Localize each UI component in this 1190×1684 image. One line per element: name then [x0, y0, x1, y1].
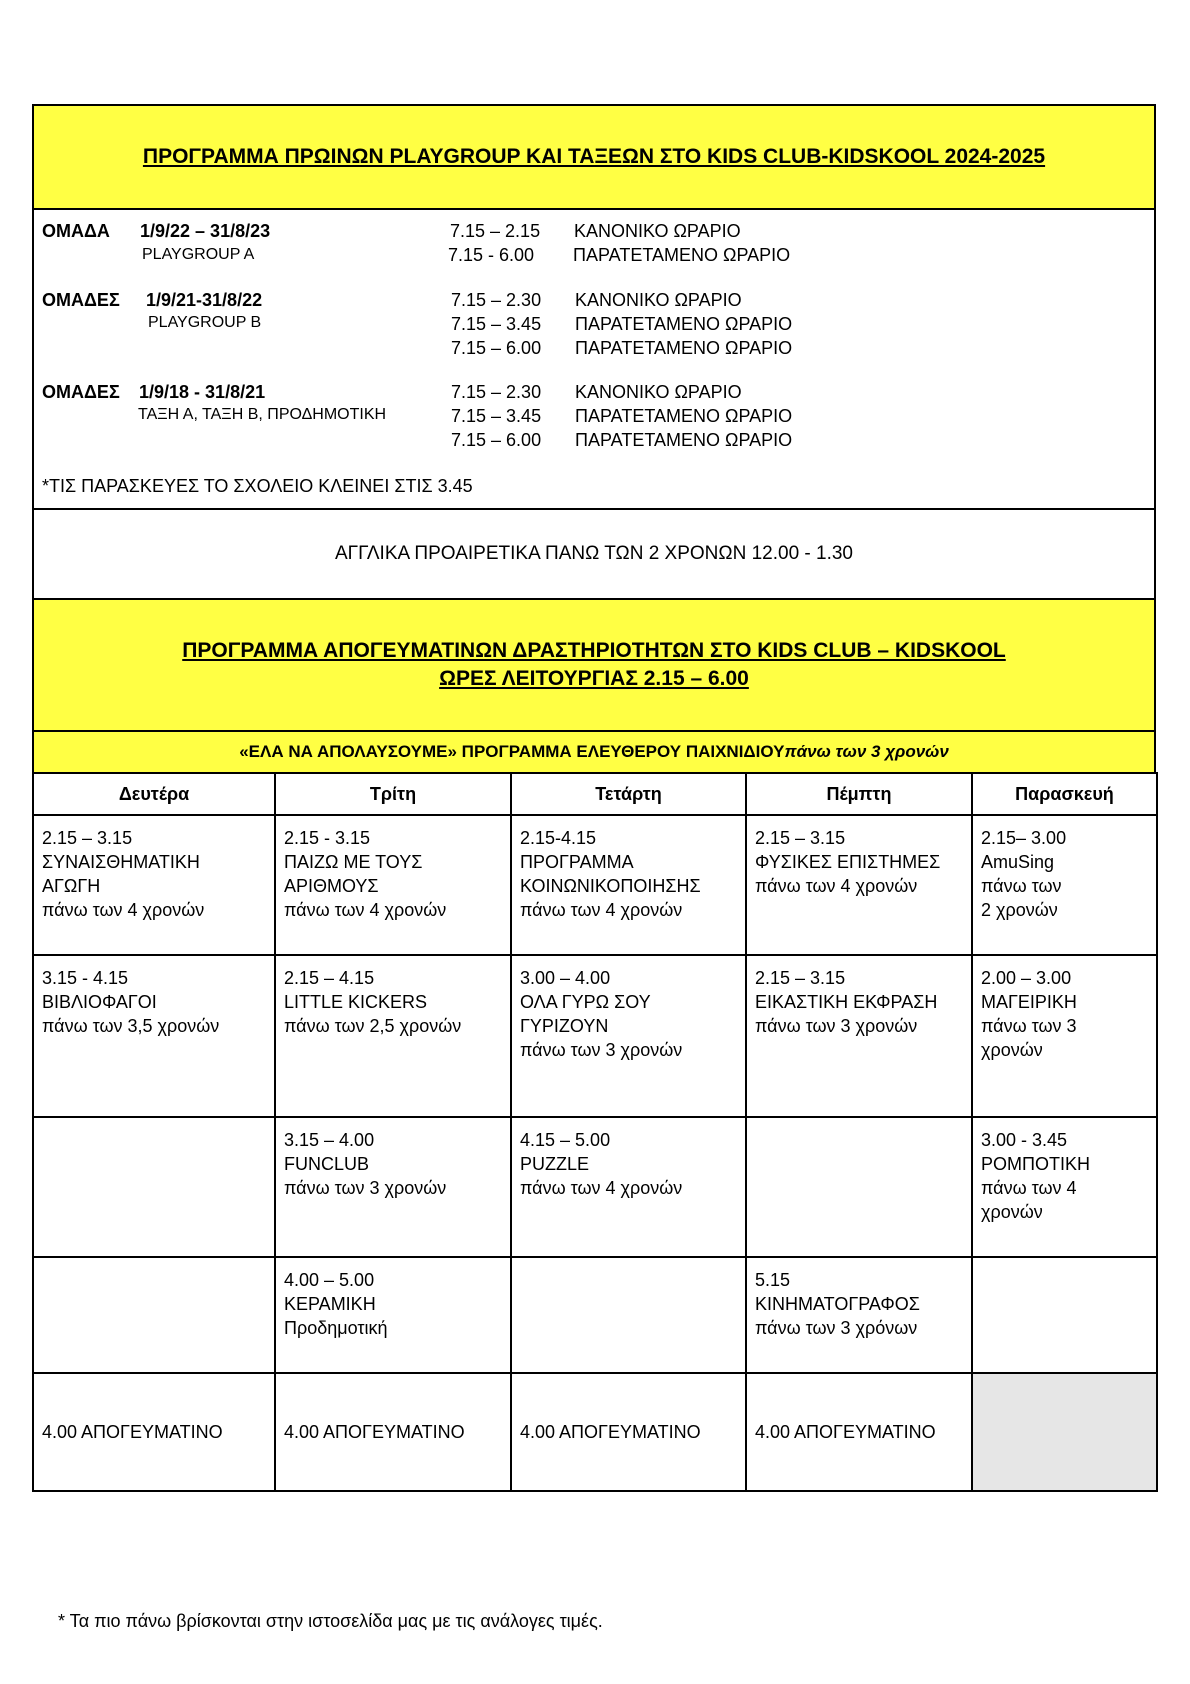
afternoon-title-line-1: ΠΡΟΓΡΑΜΜΑ ΑΠΟΓΕΥΜΑΤΙΝΩΝ ΔΡΑΣΤΗΡΙΟΤΗΤΩΝ ΣΤΟ KIDS CLUB – KIDSKOOL: [182, 639, 1006, 662]
free-play-banner: [32, 730, 1156, 772]
activity-text: 5.15 ΚΙΝΗΜΑΤΟΓΡΑΦΟΣ πάνω των 3 χρόνων: [755, 1270, 920, 1338]
afternoon-title-line-2: ΩΡΕΣ ΛΕΙΤΟΥΡΓΙΑΣ 2.15 – 6.00: [439, 667, 749, 690]
day-header-friday: Παρασκευή: [972, 773, 1157, 815]
activity-text: 3.15 – 4.00 FUNCLUB πάνω των 3 χρονών: [284, 1130, 447, 1198]
activity-cell: [275, 955, 511, 1117]
activity-cell: [746, 955, 972, 1117]
slot-time: 7.15 – 6.00: [451, 338, 542, 358]
slot-desc: ΠΑΡΑΤΕΤΑΜΕΝΟ ΩΡΑΡΙΟ: [575, 430, 793, 450]
day-header-thursday: Πέμπτη: [746, 773, 972, 815]
activity-text: 4.00 ΑΠΟΓΕΥΜΑΤΙΝΟ: [42, 1422, 223, 1442]
activity-text: [747, 1118, 971, 1128]
activity-text: 3.15 - 4.15 ΒΙΒΛΙΟΦΑΓΟΙ πάνω των 3,5 χρονών: [42, 968, 220, 1036]
activity-cell: [33, 1257, 275, 1373]
activity-text: 2.15 – 3.15 ΣΥΝΑΙΣΘΗΜΑΤΙΚΗ ΑΓΩΓΗ πάνω των 4 χρονών: [42, 828, 205, 920]
activity-text: 4.00 ΑΠΟΓΕΥΜΑΤΙΝΟ: [520, 1422, 701, 1442]
activity-cell: [511, 1373, 746, 1491]
activity-text: 2.15-4.15 ΠΡΟΓΡΑΜΜΑ ΚΟΙΝΩΝΙΚΟΠΟΙΗΣΗΣ πάνω των 4 χρονών: [520, 828, 701, 920]
activity-text: 3.00 – 4.00 ΟΛΑ ΓΥΡΩ ΣΟΥ ΓΥΡΙΖΟΥΝ πάνω των 3 χρονών: [520, 968, 683, 1060]
english-note-row: [32, 508, 1156, 598]
table-row: [33, 1257, 1157, 1373]
slot-desc: ΚΑΝΟΝΙΚΟ ΩΡΑΡΙΟ: [575, 290, 742, 310]
friday-note: *ΤΙΣ ΠΑΡΑΣΚΕΥΕΣ ΤΟ ΣΧΟΛΕΙΟ ΚΛΕΙΝΕΙ ΣΤΙΣ 3.45: [42, 476, 473, 496]
activity-text: 3.00 - 3.45 ΡΟΜΠΟΤΙΚΗ πάνω των 4 χρονών: [981, 1130, 1091, 1222]
slot-desc: ΠΑΡΑΤΕΤΑΜΕΝΟ ΩΡΑΡΙΟ: [573, 245, 791, 265]
activity-cell: [746, 1373, 972, 1491]
group-label: ΟΜΑΔΕΣ: [42, 382, 120, 402]
table-row: [33, 955, 1157, 1117]
activity-cell: [33, 815, 275, 955]
activity-cell: [972, 1257, 1157, 1373]
activity-cell: [746, 1117, 972, 1257]
table-row: [33, 1117, 1157, 1257]
activity-text: 2.15– 3.00 AmuSing πάνω των 2 χρονών: [981, 828, 1067, 920]
slot-time: 7.15 - 6.00: [448, 245, 535, 265]
day-header-wednesday: Τετάρτη: [511, 773, 746, 815]
slot-desc: ΚΑΝΟΝΙΚΟ ΩΡΑΡΙΟ: [574, 221, 741, 241]
table-row: [33, 1373, 1157, 1491]
morning-title: ΠΡΟΓΡΑΜΜΑ ΠΡΩΙΝΩΝ PLAYGROUP ΚΑΙ ΤΑΞΕΩΝ ΣΤΟ KIDS CLUB-KIDSKOOL 2024-2025: [142, 145, 1046, 168]
activity-text: 2.15 – 4.15 LITTLE KICKERS πάνω των 2,5 χρονών: [284, 968, 462, 1036]
slot-time: 7.15 – 2.30: [451, 290, 542, 310]
group-dates: 1/9/18 - 31/8/21: [139, 382, 266, 402]
activity-text: [34, 1258, 274, 1268]
activity-cell: [275, 1117, 511, 1257]
activity-cell: [33, 1373, 275, 1491]
activity-cell: [511, 955, 746, 1117]
activity-text: 2.00 – 3.00 ΜΑΓΕΙΡΙΚΗ πάνω των 3 χρονών: [981, 968, 1077, 1060]
activity-cell: [511, 1117, 746, 1257]
slot-desc: ΠΑΡΑΤΕΤΑΜΕΝΟ ΩΡΑΡΙΟ: [575, 338, 793, 358]
group-name: PLAYGROUP A: [142, 246, 255, 263]
activity-text: 4.00 ΑΠΟΓΕΥΜΑΤΙΝΟ: [284, 1422, 465, 1442]
activity-text: 4.00 ΑΠΟΓΕΥΜΑΤΙΝΟ: [755, 1422, 936, 1442]
free-play-age: πάνω των 3 χρονών: [784, 742, 949, 761]
activity-text: [34, 1118, 274, 1128]
group-label: ΟΜΑΔΑ: [42, 221, 110, 241]
activity-cell: [33, 1117, 275, 1257]
free-play-title: «ΕΛΑ ΝΑ ΑΠΟΛΑΥΣΟΥΜΕ» ΠΡΟΓΡΑΜΜΑ ΕΛΕΥΘΕΡΟΥ ΠΑΙΧΝΙΔΙΟΥ: [239, 742, 785, 761]
activity-text: 2.15 – 3.15 ΕΙΚΑΣΤΙΚΗ ΕΚΦΡΑΣΗ πάνω των 3 χρονών: [755, 968, 938, 1036]
activity-cell: [275, 1373, 511, 1491]
table-row: [33, 815, 1157, 955]
empty-shaded-cell: [972, 1373, 1157, 1491]
activity-cell: [511, 815, 746, 955]
activity-cell: [33, 955, 275, 1117]
slot-time: 7.15 – 6.00: [451, 430, 542, 450]
slot-desc: ΚΑΝΟΝΙΚΟ ΩΡΑΡΙΟ: [575, 382, 742, 402]
footnote: * Τα πιο πάνω βρίσκονται στην ιστοσελίδα μας με τις ανάλογες τιμές.: [58, 1611, 603, 1631]
activity-cell: [746, 815, 972, 955]
activity-cell: [972, 815, 1157, 955]
activity-text: [973, 1258, 1156, 1268]
activity-cell: [275, 815, 511, 955]
slot-desc: ΠΑΡΑΤΕΤΑΜΕΝΟ ΩΡΑΡΙΟ: [575, 406, 793, 426]
activity-cell: [511, 1257, 746, 1373]
weekly-activities-table: [32, 772, 1158, 1492]
days-header-row: [33, 773, 1157, 815]
activity-text: [512, 1258, 745, 1268]
slot-time: 7.15 – 3.45: [451, 406, 542, 426]
activity-text: 2.15 – 3.15 ΦΥΣΙΚΕΣ ΕΠΙΣΤΗΜΕΣ πάνω των 4 χρονών: [755, 828, 941, 896]
activity-cell: [746, 1257, 972, 1373]
day-header-monday: Δευτέρα: [33, 773, 275, 815]
activity-text: 4.15 – 5.00 PUZZLE πάνω των 4 χρονών: [520, 1130, 683, 1198]
afternoon-title-banner: [32, 598, 1156, 730]
slot-time: 7.15 – 2.15: [450, 221, 541, 241]
group-name: PLAYGROUP B: [148, 314, 262, 331]
activity-cell: [972, 1117, 1157, 1257]
group-label: ΟΜΑΔΕΣ: [42, 290, 120, 310]
group-dates: 1/9/22 – 31/8/23: [140, 221, 271, 241]
day-header-tuesday: Τρίτη: [275, 773, 511, 815]
english-note: ΑΓΓΛΙΚΑ ΠΡΟΑΙΡΕΤΙΚΑ ΠΑΝΩ ΤΩΝ 2 ΧΡΟΝΩΝ 12.00 - 1.30: [334, 543, 854, 564]
activity-text: 4.00 – 5.00 ΚΕΡΑΜΙΚΗ Προδημοτική: [284, 1270, 388, 1338]
activity-cell: [275, 1257, 511, 1373]
schedule-document: [32, 104, 1156, 1492]
slot-time: 7.15 – 3.45: [451, 314, 542, 334]
group-name: ΤΑΞΗ Α, ΤΑΞΗ Β, ΠΡΟΔΗΜΟΤΙΚΗ: [138, 406, 387, 423]
morning-title-banner: [32, 104, 1156, 208]
slot-desc: ΠΑΡΑΤΕΤΑΜΕΝΟ ΩΡΑΡΙΟ: [575, 314, 793, 334]
activity-cell: [972, 955, 1157, 1117]
slot-time: 7.15 – 2.30: [451, 382, 542, 402]
activity-text: 2.15 - 3.15 ΠΑΙΖΩ ΜΕ ΤΟΥΣ ΑΡΙΘΜΟΥΣ πάνω των 4 χρονών: [284, 828, 447, 920]
group-dates: 1/9/21-31/8/22: [146, 290, 263, 310]
morning-schedule: [32, 208, 1156, 508]
